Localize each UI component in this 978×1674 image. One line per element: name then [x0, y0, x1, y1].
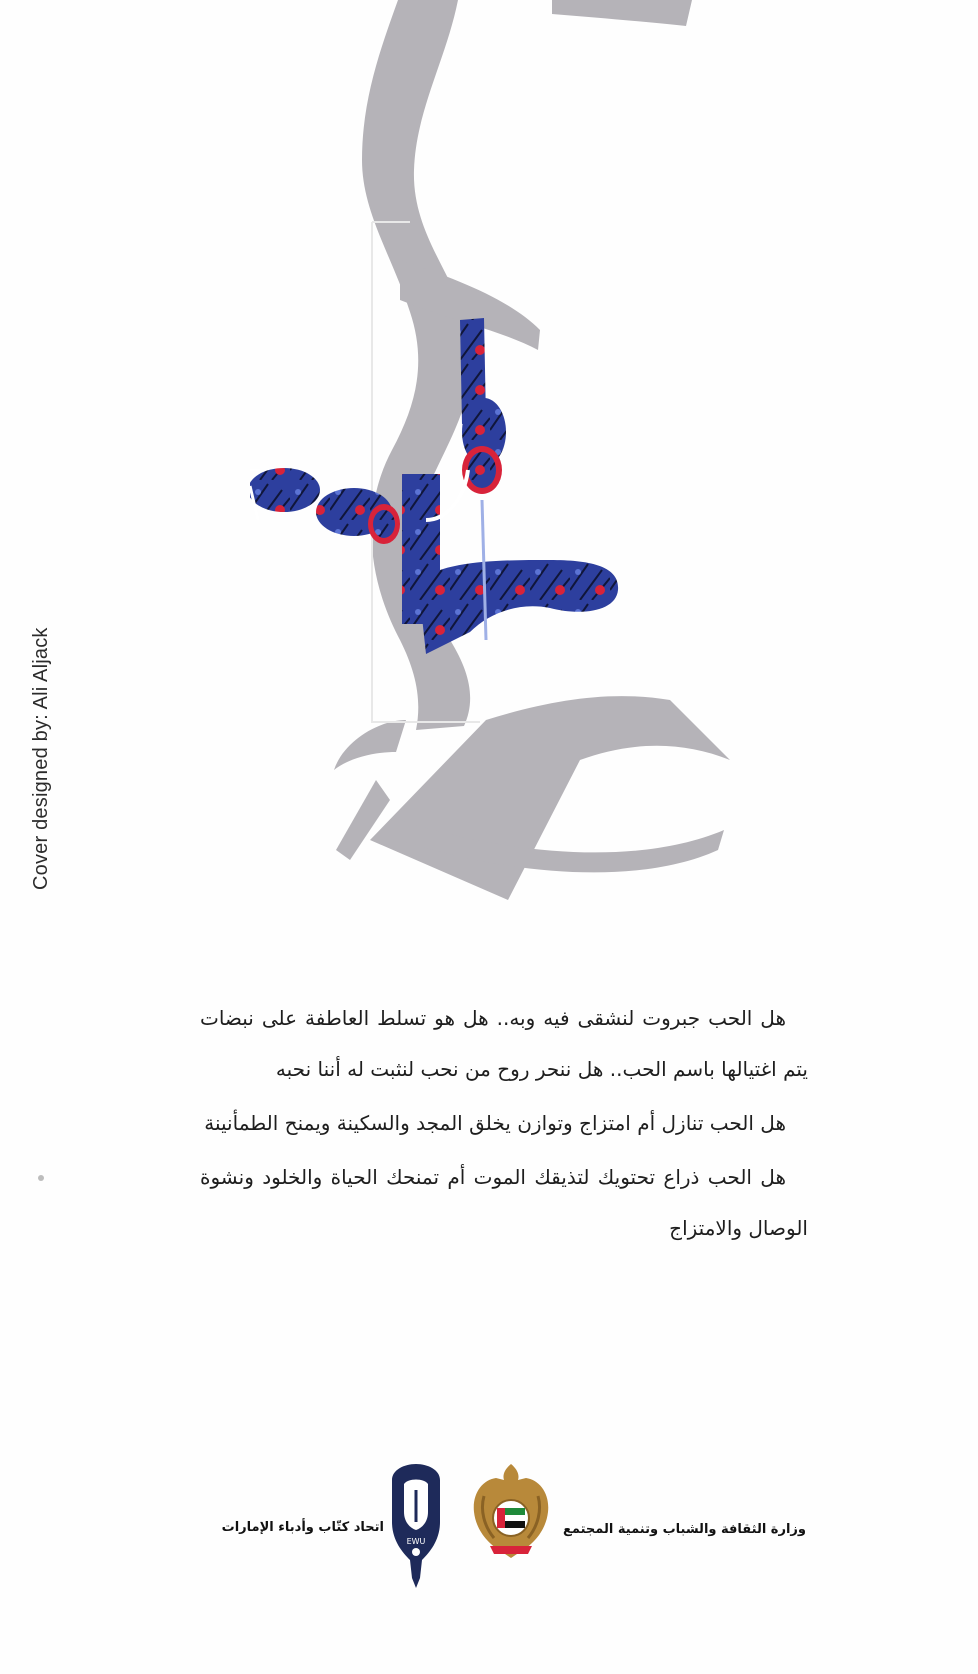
blurb-paragraph: هل الحب تنازل أم امتزاج وتوازن يخلق المجد والسكينة ويمنح الطمأنينة [204, 1111, 786, 1135]
cover-credit: Cover designed by: Ali Aljack [30, 627, 52, 890]
blurb-paragraph: هل الحب جبروت لنشقى فيه وبه.. هل هو تسلط العاطفة على نبضات يتم اغتيالها باسم الحب.. هل ننحر روح من نحب لنثبت له أننا نحبه [200, 1006, 808, 1081]
ministry-name: وزارة الثقافة والشباب وتنمية المجتمع [563, 1522, 806, 1537]
pen-nib-icon [386, 1460, 446, 1590]
calligraphy-artwork [250, 0, 790, 960]
uae-emblem-icon [470, 1460, 552, 1560]
print-speck [38, 1175, 44, 1181]
back-cover-blurb [200, 993, 808, 1257]
writers-union-name: اتحاد كتّاب وأدباء الإمارات [221, 1520, 384, 1535]
union-logo-mark: EWU [406, 1537, 426, 1546]
blurb-paragraph: هل الحب ذراع تحتويك لتذيقك الموت أم تمنحك الحياة والخلود ونشوة الوصال والامتزاج [200, 1165, 808, 1240]
